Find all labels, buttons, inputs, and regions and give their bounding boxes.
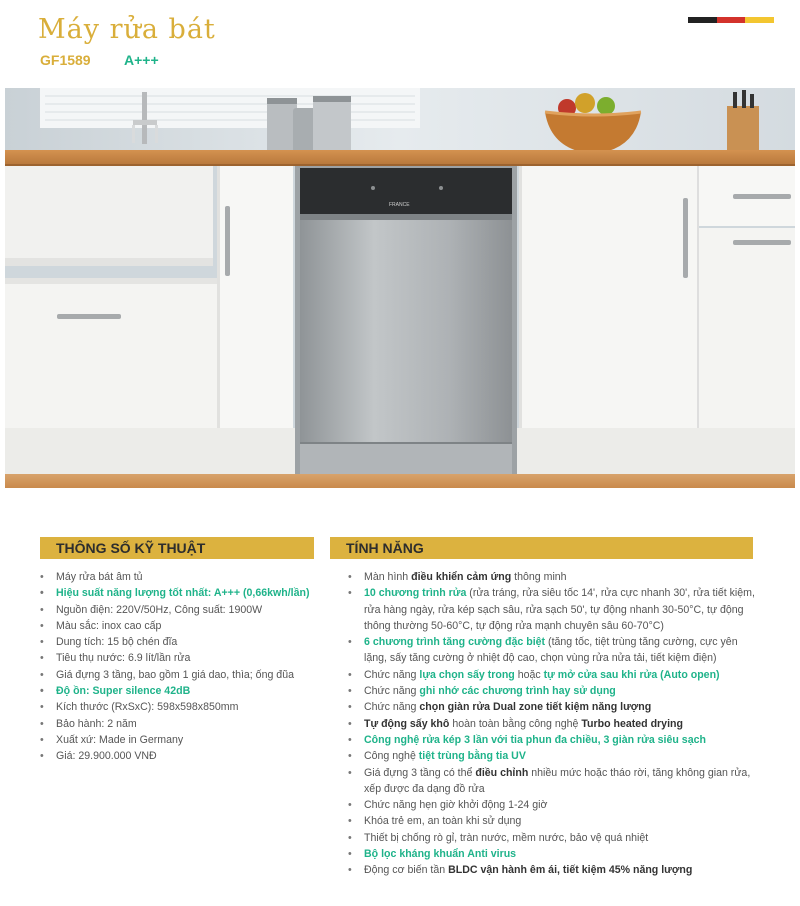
floor: [5, 474, 795, 488]
list-item: • Công nghệ rửa kép 3 lần với tia phun đa chiều, 3 giàn rửa siêu sạch: [348, 732, 758, 748]
specs-heading: THÔNG SỐ KỸ THUẬT: [40, 537, 314, 559]
list-item: • Giá đựng 3 tầng có thể điều chỉnh nhiều mức hoặc tháo rời, tăng không gian rửa, xếp được đa dạng đồ rửa: [348, 765, 758, 798]
model-number: GF1589: [40, 52, 91, 68]
features-list: [348, 569, 758, 879]
list-item: • Độ ồn: Super silence 42dB: [40, 683, 325, 699]
list-item: • Màn hình điều khiển cảm ứng thông minh: [348, 569, 758, 585]
sink-front: [5, 166, 213, 266]
list-item: • Chức năng chọn giàn rửa Dual zone tiết kiệm năng lượng: [348, 699, 758, 715]
list-item: • Bộ lọc kháng khuẩn Anti virus: [348, 846, 758, 862]
list-item: • Chức năng hẹn giờ khởi động 1-24 giờ: [348, 797, 758, 813]
brand-label: FRANCE: [389, 202, 410, 208]
left-cabinet-door: [5, 278, 217, 428]
page-title: Máy rửa bát: [38, 14, 216, 45]
plinth-left: [5, 428, 295, 474]
list-item: • Máy rửa bát âm tủ: [40, 569, 325, 585]
list-item: • Giá: 29.900.000 VNĐ: [40, 748, 325, 764]
list-item: • 6 chương trình tăng cường đặc biệt (tăng tốc, tiệt trùng tăng cường, cực yên lặng, sấy tăng cường ở nhiệt độ cao, chọn vùng rửa nửa tải, tiết kiệm điện): [348, 634, 758, 667]
flag-gold: [745, 17, 774, 23]
list-item: • Bảo hành: 2 năm: [40, 716, 325, 732]
product-photo: [5, 88, 795, 488]
list-item: • Hiệu suất năng lượng tốt nhất: A+++ (0,66kwh/lần): [40, 585, 325, 601]
energy-class: A+++: [124, 52, 159, 68]
list-item: • Màu sắc: inox cao cấp: [40, 618, 325, 634]
faucet: [142, 92, 147, 144]
control-panel: [300, 168, 512, 216]
features-heading: TÍNH NĂNG: [330, 537, 753, 559]
list-item: • Chức năng ghi nhớ các chương trình hay sử dụng: [348, 683, 758, 699]
list-item: • 10 chương trình rửa (rửa tráng, rửa siêu tốc 14', rửa cực nhanh 30', rửa tiết kiệm, rửa hàng ngày, rửa kép sạch sâu, rửa sạch 50', tự động nhanh 30-50°C, tự động thông thường 50-60°C, tự động rửa mạnh chuyên sâu 60-70°C): [348, 585, 758, 634]
german-flag-stripe: [688, 17, 774, 23]
right-cabinet-door: [519, 166, 697, 428]
kick-plate: [300, 442, 512, 476]
list-item: • Công nghệ tiệt trùng bằng tia UV: [348, 748, 758, 764]
dishwasher-door: [300, 220, 512, 442]
specs-list: [40, 569, 325, 765]
list-item: • Giá đựng 3 tầng, bao gồm 1 giá dao, thìa; ống đũa: [40, 667, 325, 683]
cabinet-tall: [217, 166, 293, 428]
list-item: • Kích thước (RxSxC): 598x598x850mm: [40, 699, 325, 715]
flag-black: [688, 17, 717, 23]
header: [0, 0, 800, 88]
list-item: • Xuất xứ: Made in Germany: [40, 732, 325, 748]
countertop: [5, 150, 795, 166]
flag-red: [717, 17, 746, 23]
list-item: • Động cơ biến tần BLDC vận hành êm ái, tiết kiệm 45% năng lượng: [348, 862, 758, 878]
list-item: • Dung tích: 15 bộ chén đĩa: [40, 634, 325, 650]
list-item: • Tiêu thụ nước: 6.9 lít/lần rửa: [40, 650, 325, 666]
knife-block: [727, 106, 759, 154]
kitchen-illustration: [5, 88, 795, 488]
plinth-right: [517, 428, 795, 474]
drawer-lower: [699, 228, 795, 428]
list-item: • Khóa trẻ em, an toàn khi sử dụng: [348, 813, 758, 829]
list-item: • Chức năng lựa chọn sấy trong hoặc tự mở cửa sau khi rửa (Auto open): [348, 667, 758, 683]
window: [40, 88, 420, 128]
dishwasher: [295, 166, 517, 476]
list-item: • Nguồn điện: 220V/50Hz, Công suất: 1900W: [40, 602, 325, 618]
list-item: • Thiết bị chống rò gỉ, tràn nước, mềm nước, bảo vệ quá nhiệt: [348, 830, 758, 846]
cabinet-handle: [57, 314, 121, 319]
list-item: • Tự động sấy khô hoàn toàn bằng công nghệ Turbo heated drying: [348, 716, 758, 732]
